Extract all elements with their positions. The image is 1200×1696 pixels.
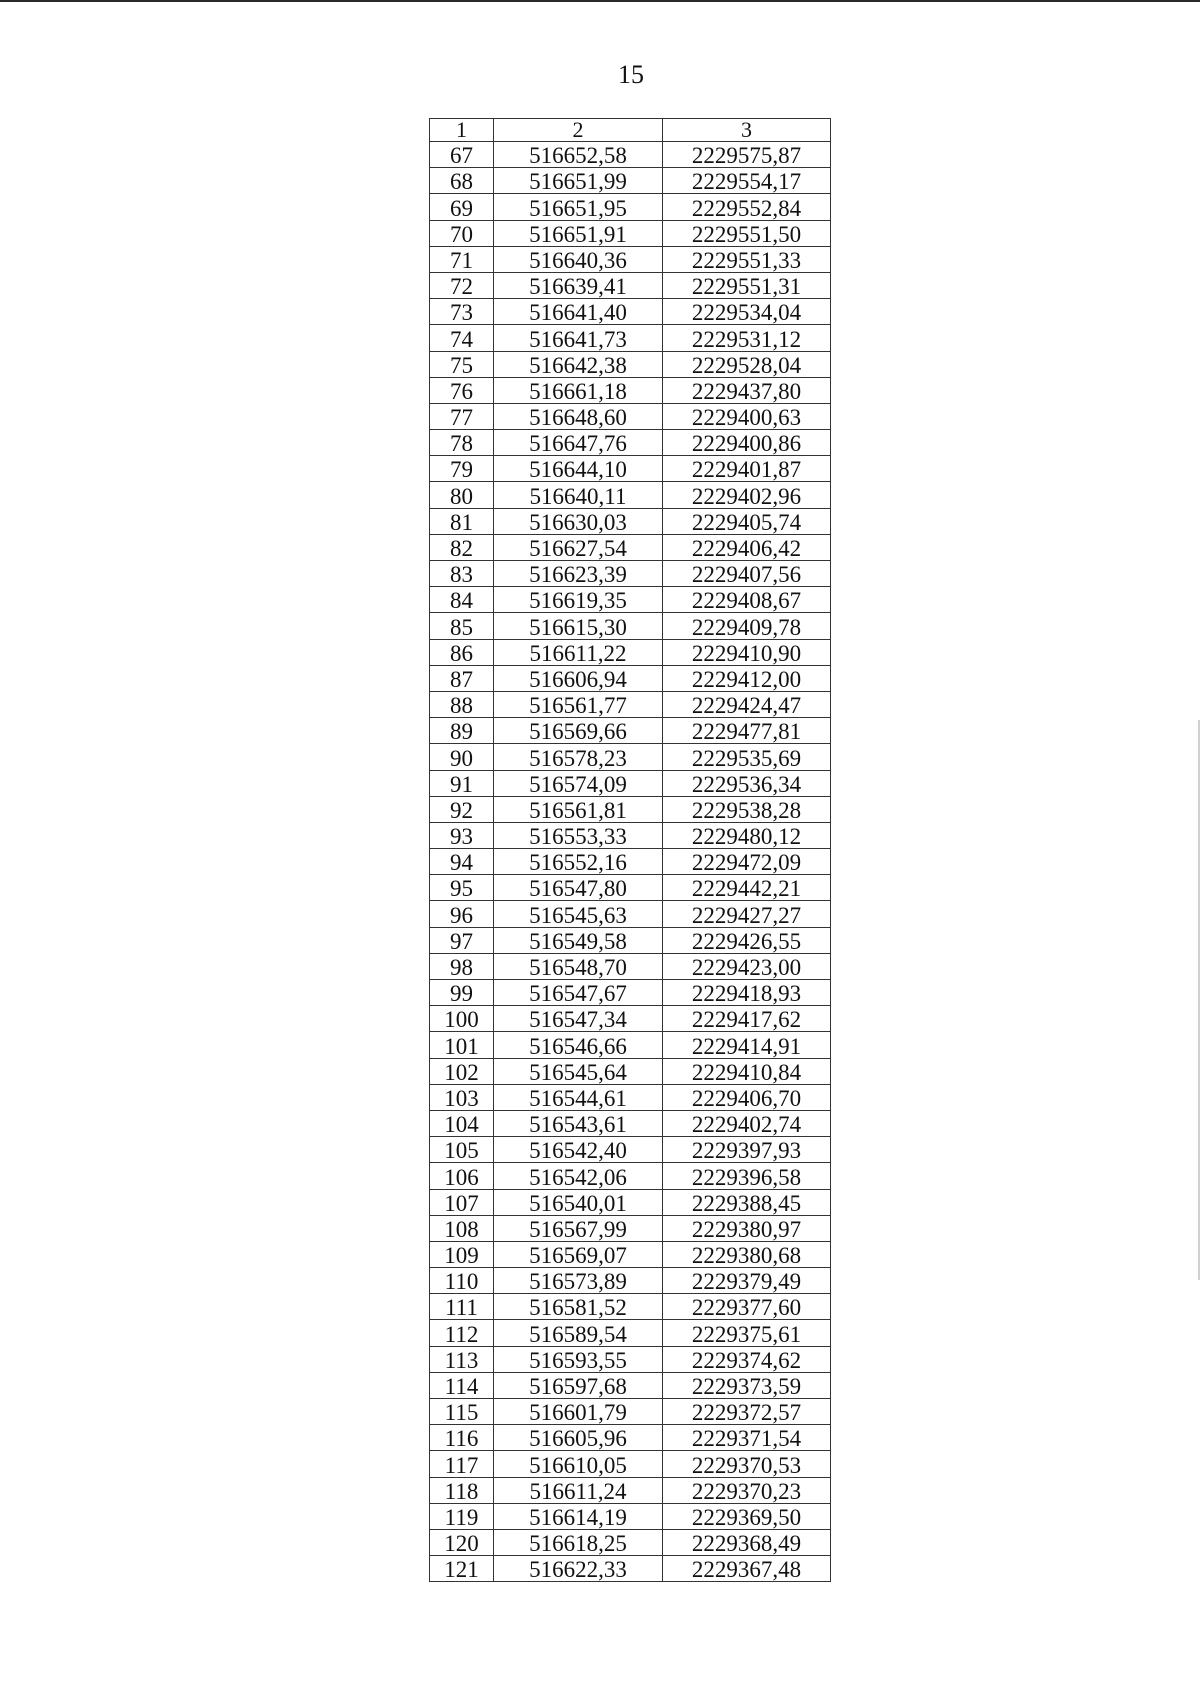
y-coordinate-cell: 2229397,93 [663, 1137, 831, 1163]
x-coordinate-cell: 516597,68 [494, 1372, 663, 1398]
point-number-cell: 72 [430, 272, 494, 298]
y-coordinate-cell: 2229401,87 [663, 456, 831, 482]
table-row [430, 1320, 831, 1346]
table-row [430, 822, 831, 848]
x-coordinate-cell: 516561,77 [494, 691, 663, 717]
page-number: 15 [618, 60, 644, 89]
point-number-cell: 78 [430, 430, 494, 456]
table-row [430, 1294, 831, 1320]
column-header-point-number: 1 [430, 119, 494, 142]
y-coordinate-cell: 2229575,87 [663, 142, 831, 168]
x-coordinate-cell: 516574,09 [494, 770, 663, 796]
y-coordinate-cell: 2229406,42 [663, 534, 831, 560]
point-number-cell: 106 [430, 1163, 494, 1189]
table-row [430, 508, 831, 534]
x-coordinate-cell: 516567,99 [494, 1215, 663, 1241]
y-coordinate-cell: 2229367,48 [663, 1556, 831, 1582]
point-number-cell: 100 [430, 1006, 494, 1032]
x-coordinate-cell: 516639,41 [494, 272, 663, 298]
x-coordinate-cell: 516627,54 [494, 534, 663, 560]
y-coordinate-cell: 2229402,74 [663, 1110, 831, 1136]
table-row [430, 796, 831, 822]
y-coordinate-cell: 2229371,54 [663, 1425, 831, 1451]
table-row [430, 430, 831, 456]
point-number-cell: 79 [430, 456, 494, 482]
point-number-cell: 86 [430, 639, 494, 665]
table-row [430, 534, 831, 560]
y-coordinate-cell: 2229369,50 [663, 1503, 831, 1529]
y-coordinate-cell: 2229410,84 [663, 1058, 831, 1084]
x-coordinate-cell: 516651,95 [494, 194, 663, 220]
y-coordinate-cell: 2229551,33 [663, 246, 831, 272]
y-coordinate-cell: 2229538,28 [663, 796, 831, 822]
x-coordinate-cell: 516661,18 [494, 377, 663, 403]
x-coordinate-cell: 516573,89 [494, 1268, 663, 1294]
point-number-cell: 77 [430, 403, 494, 429]
table-row [430, 1084, 831, 1110]
table-row [430, 1372, 831, 1398]
y-coordinate-cell: 2229373,59 [663, 1372, 831, 1398]
x-coordinate-cell: 516540,01 [494, 1189, 663, 1215]
y-coordinate-cell: 2229551,31 [663, 272, 831, 298]
y-coordinate-cell: 2229418,93 [663, 980, 831, 1006]
point-number-cell: 102 [430, 1058, 494, 1084]
x-coordinate-cell: 516543,61 [494, 1110, 663, 1136]
point-number-cell: 84 [430, 587, 494, 613]
y-coordinate-cell: 2229423,00 [663, 953, 831, 979]
table-row [430, 299, 831, 325]
y-coordinate-cell: 2229414,91 [663, 1032, 831, 1058]
y-coordinate-cell: 2229536,34 [663, 770, 831, 796]
table-row [430, 1058, 831, 1084]
table-row [430, 1163, 831, 1189]
y-coordinate-cell: 2229535,69 [663, 744, 831, 770]
table-row [430, 849, 831, 875]
x-coordinate-cell: 516552,16 [494, 849, 663, 875]
y-coordinate-cell: 2229368,49 [663, 1529, 831, 1555]
point-number-cell: 121 [430, 1556, 494, 1582]
x-coordinate-cell: 516611,24 [494, 1477, 663, 1503]
table-row [430, 875, 831, 901]
table-row [430, 561, 831, 587]
point-number-cell: 93 [430, 822, 494, 848]
point-number-cell: 74 [430, 325, 494, 351]
x-coordinate-cell: 516569,66 [494, 718, 663, 744]
point-number-cell: 117 [430, 1451, 494, 1477]
x-coordinate-cell: 516542,06 [494, 1163, 663, 1189]
x-coordinate-cell: 516544,61 [494, 1084, 663, 1110]
point-number-cell: 85 [430, 613, 494, 639]
point-number-cell: 96 [430, 901, 494, 927]
x-coordinate-cell: 516623,39 [494, 561, 663, 587]
point-number-cell: 108 [430, 1215, 494, 1241]
point-number-cell: 90 [430, 744, 494, 770]
scan-border-top [0, 0, 1200, 2]
table-row [430, 1137, 831, 1163]
y-coordinate-cell: 2229372,57 [663, 1399, 831, 1425]
table-row [430, 927, 831, 953]
table-row [430, 1425, 831, 1451]
x-coordinate-cell: 516640,36 [494, 246, 663, 272]
column-header-y-coordinate: 3 [663, 119, 831, 142]
point-number-cell: 111 [430, 1294, 494, 1320]
table-row [430, 665, 831, 691]
table-row [430, 325, 831, 351]
table-row [430, 901, 831, 927]
x-coordinate-cell: 516644,10 [494, 456, 663, 482]
point-number-cell: 120 [430, 1529, 494, 1555]
point-number-cell: 103 [430, 1084, 494, 1110]
table-row [430, 377, 831, 403]
point-number-cell: 73 [430, 299, 494, 325]
x-coordinate-cell: 516622,33 [494, 1556, 663, 1582]
y-coordinate-cell: 2229412,00 [663, 665, 831, 691]
point-number-cell: 75 [430, 351, 494, 377]
table-row [430, 194, 831, 220]
point-number-cell: 97 [430, 927, 494, 953]
x-coordinate-cell: 516542,40 [494, 1137, 663, 1163]
table-row [430, 1451, 831, 1477]
y-coordinate-cell: 2229472,09 [663, 849, 831, 875]
point-number-cell: 89 [430, 718, 494, 744]
x-coordinate-cell: 516647,76 [494, 430, 663, 456]
point-number-cell: 71 [430, 246, 494, 272]
y-coordinate-cell: 2229402,96 [663, 482, 831, 508]
point-number-cell: 105 [430, 1137, 494, 1163]
x-coordinate-cell: 516581,52 [494, 1294, 663, 1320]
y-coordinate-cell: 2229551,50 [663, 220, 831, 246]
table-row [430, 980, 831, 1006]
point-number-cell: 107 [430, 1189, 494, 1215]
table-row [430, 142, 831, 168]
table-row [430, 953, 831, 979]
x-coordinate-cell: 516569,07 [494, 1241, 663, 1267]
y-coordinate-cell: 2229531,12 [663, 325, 831, 351]
table-row [430, 1110, 831, 1136]
y-coordinate-cell: 2229426,55 [663, 927, 831, 953]
point-number-cell: 88 [430, 691, 494, 717]
y-coordinate-cell: 2229377,60 [663, 1294, 831, 1320]
table-row [430, 770, 831, 796]
table-row [430, 246, 831, 272]
point-number-cell: 98 [430, 953, 494, 979]
x-coordinate-cell: 516589,54 [494, 1320, 663, 1346]
point-number-cell: 95 [430, 875, 494, 901]
x-coordinate-cell: 516601,79 [494, 1399, 663, 1425]
x-coordinate-cell: 516549,58 [494, 927, 663, 953]
x-coordinate-cell: 516642,38 [494, 351, 663, 377]
y-coordinate-cell: 2229379,49 [663, 1268, 831, 1294]
y-coordinate-cell: 2229380,97 [663, 1215, 831, 1241]
table-row [430, 403, 831, 429]
x-coordinate-cell: 516547,67 [494, 980, 663, 1006]
table-row [430, 482, 831, 508]
y-coordinate-cell: 2229417,62 [663, 1006, 831, 1032]
y-coordinate-cell: 2229424,47 [663, 691, 831, 717]
y-coordinate-cell: 2229370,23 [663, 1477, 831, 1503]
y-coordinate-cell: 2229534,04 [663, 299, 831, 325]
point-number-cell: 115 [430, 1399, 494, 1425]
point-number-cell: 119 [430, 1503, 494, 1529]
x-coordinate-cell: 516545,63 [494, 901, 663, 927]
x-coordinate-cell: 516611,22 [494, 639, 663, 665]
point-number-cell: 80 [430, 482, 494, 508]
y-coordinate-cell: 2229437,80 [663, 377, 831, 403]
table-row [430, 1399, 831, 1425]
x-coordinate-cell: 516546,66 [494, 1032, 663, 1058]
column-header-x-coordinate: 2 [494, 119, 663, 142]
point-number-cell: 69 [430, 194, 494, 220]
y-coordinate-cell: 2229406,70 [663, 1084, 831, 1110]
table-row [430, 1346, 831, 1372]
table-row [430, 1503, 831, 1529]
table-row [430, 639, 831, 665]
point-number-cell: 104 [430, 1110, 494, 1136]
x-coordinate-cell: 516561,81 [494, 796, 663, 822]
table-row [430, 220, 831, 246]
x-coordinate-cell: 516547,34 [494, 1006, 663, 1032]
y-coordinate-cell: 2229408,67 [663, 587, 831, 613]
table-header-row [430, 119, 831, 142]
y-coordinate-cell: 2229552,84 [663, 194, 831, 220]
table-row [430, 1241, 831, 1267]
x-coordinate-cell: 516547,80 [494, 875, 663, 901]
x-coordinate-cell: 516648,60 [494, 403, 663, 429]
y-coordinate-cell: 2229410,90 [663, 639, 831, 665]
point-number-cell: 92 [430, 796, 494, 822]
x-coordinate-cell: 516651,91 [494, 220, 663, 246]
y-coordinate-cell: 2229554,17 [663, 168, 831, 194]
table-row [430, 1032, 831, 1058]
table-row [430, 587, 831, 613]
y-coordinate-cell: 2229409,78 [663, 613, 831, 639]
table-row [430, 1189, 831, 1215]
point-number-cell: 109 [430, 1241, 494, 1267]
point-number-cell: 70 [430, 220, 494, 246]
point-number-cell: 116 [430, 1425, 494, 1451]
y-coordinate-cell: 2229374,62 [663, 1346, 831, 1372]
point-number-cell: 91 [430, 770, 494, 796]
y-coordinate-cell: 2229477,81 [663, 718, 831, 744]
y-coordinate-cell: 2229427,27 [663, 901, 831, 927]
table-row [430, 1477, 831, 1503]
table-row [430, 744, 831, 770]
table-row [430, 1006, 831, 1032]
x-coordinate-cell: 516619,35 [494, 587, 663, 613]
table-row [430, 1529, 831, 1555]
y-coordinate-cell: 2229380,68 [663, 1241, 831, 1267]
x-coordinate-cell: 516641,40 [494, 299, 663, 325]
y-coordinate-cell: 2229400,86 [663, 430, 831, 456]
table-row [430, 691, 831, 717]
x-coordinate-cell: 516652,58 [494, 142, 663, 168]
x-coordinate-cell: 516578,23 [494, 744, 663, 770]
table-row [430, 1556, 831, 1582]
x-coordinate-cell: 516640,11 [494, 482, 663, 508]
point-number-cell: 83 [430, 561, 494, 587]
table-body [430, 142, 831, 1582]
x-coordinate-cell: 516610,05 [494, 1451, 663, 1477]
y-coordinate-cell: 2229528,04 [663, 351, 831, 377]
y-coordinate-cell: 2229407,56 [663, 561, 831, 587]
y-coordinate-cell: 2229388,45 [663, 1189, 831, 1215]
y-coordinate-cell: 2229396,58 [663, 1163, 831, 1189]
y-coordinate-cell: 2229442,21 [663, 875, 831, 901]
x-coordinate-cell: 516606,94 [494, 665, 663, 691]
x-coordinate-cell: 516630,03 [494, 508, 663, 534]
table-row [430, 272, 831, 298]
table-row [430, 1268, 831, 1294]
point-number-cell: 94 [430, 849, 494, 875]
table-row [430, 718, 831, 744]
point-number-cell: 112 [430, 1320, 494, 1346]
point-number-cell: 113 [430, 1346, 494, 1372]
y-coordinate-cell: 2229405,74 [663, 508, 831, 534]
table-row [430, 456, 831, 482]
point-number-cell: 82 [430, 534, 494, 560]
point-number-cell: 68 [430, 168, 494, 194]
coordinates-table [429, 118, 831, 1582]
table-row [430, 168, 831, 194]
point-number-cell: 110 [430, 1268, 494, 1294]
x-coordinate-cell: 516614,19 [494, 1503, 663, 1529]
table-row [430, 1215, 831, 1241]
point-number-cell: 118 [430, 1477, 494, 1503]
table-row [430, 351, 831, 377]
y-coordinate-cell: 2229480,12 [663, 822, 831, 848]
point-number-cell: 87 [430, 665, 494, 691]
point-number-cell: 76 [430, 377, 494, 403]
y-coordinate-cell: 2229375,61 [663, 1320, 831, 1346]
point-number-cell: 101 [430, 1032, 494, 1058]
x-coordinate-cell: 516651,99 [494, 168, 663, 194]
x-coordinate-cell: 516618,25 [494, 1529, 663, 1555]
x-coordinate-cell: 516548,70 [494, 953, 663, 979]
x-coordinate-cell: 516553,33 [494, 822, 663, 848]
point-number-cell: 114 [430, 1372, 494, 1398]
y-coordinate-cell: 2229400,63 [663, 403, 831, 429]
x-coordinate-cell: 516641,73 [494, 325, 663, 351]
point-number-cell: 99 [430, 980, 494, 1006]
x-coordinate-cell: 516545,64 [494, 1058, 663, 1084]
point-number-cell: 67 [430, 142, 494, 168]
x-coordinate-cell: 516605,96 [494, 1425, 663, 1451]
x-coordinate-cell: 516615,30 [494, 613, 663, 639]
table-row [430, 613, 831, 639]
point-number-cell: 81 [430, 508, 494, 534]
y-coordinate-cell: 2229370,53 [663, 1451, 831, 1477]
x-coordinate-cell: 516593,55 [494, 1346, 663, 1372]
